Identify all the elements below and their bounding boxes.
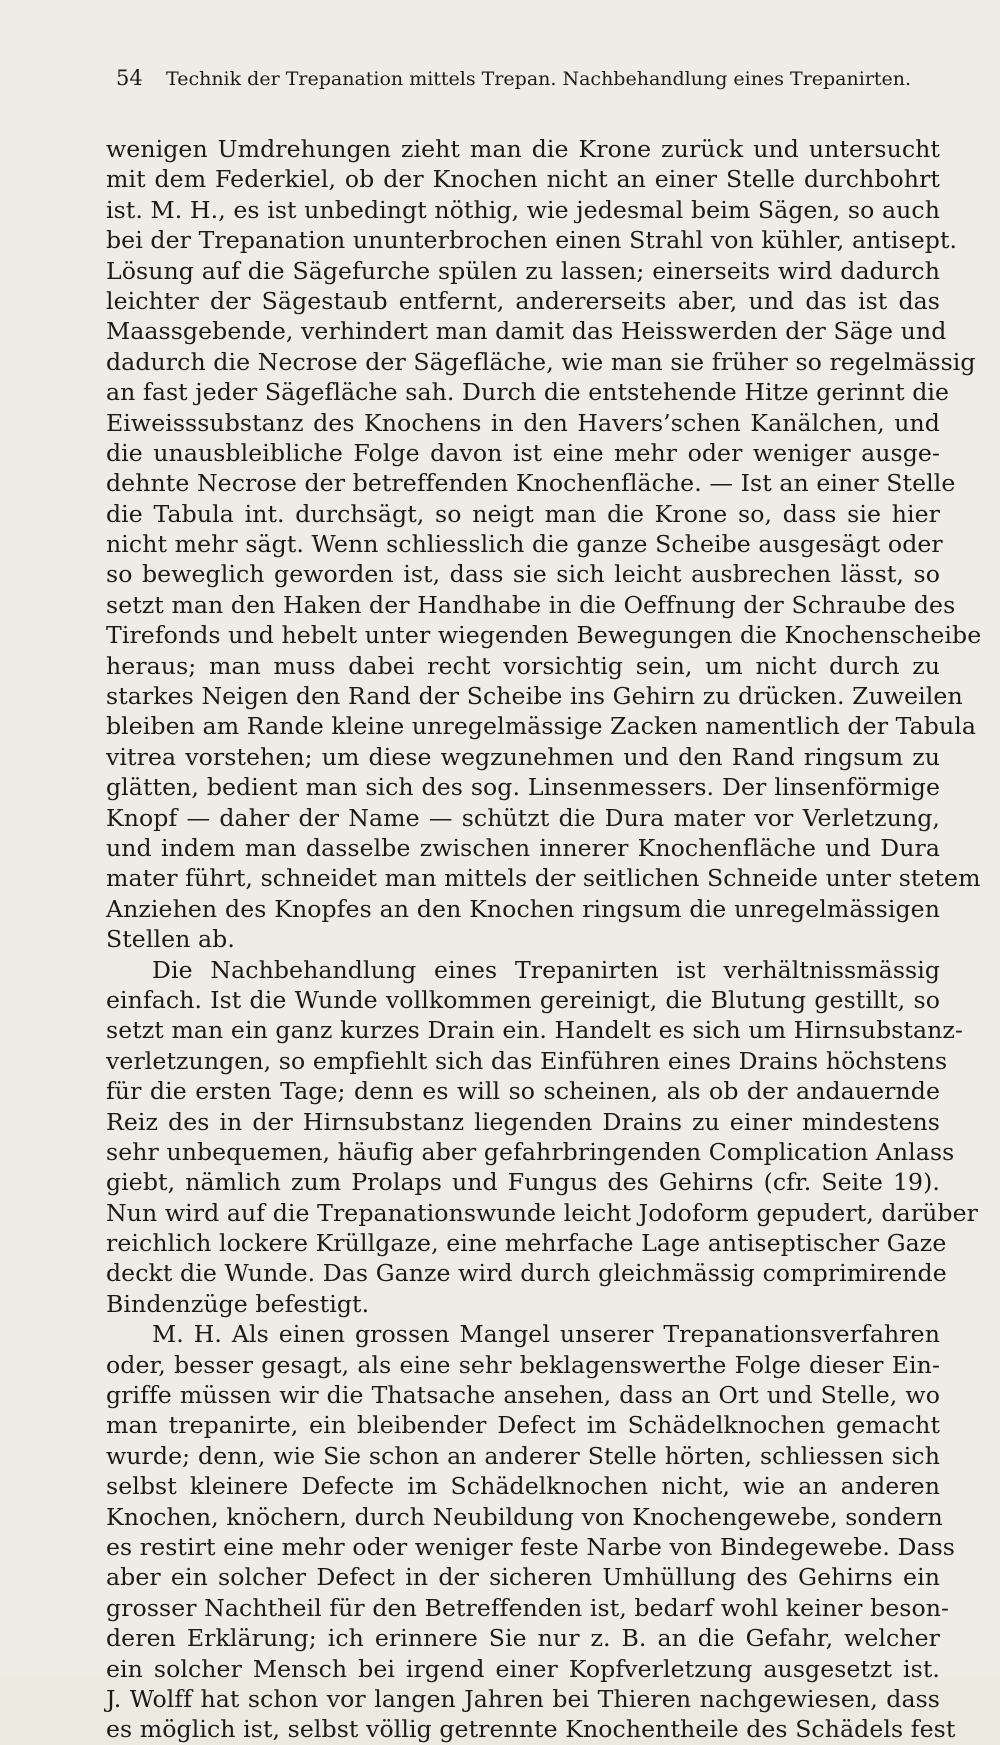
text-line: Eiweisssubstanz des Knochens in den Havers’schen Kanälchen, und	[106, 408, 940, 437]
text-line: leichter der Sägestaub entfernt, andererseits aber, und das ist das	[106, 286, 940, 315]
text-line: und indem man dasselbe zwischen innerer Knochenfläche und Dura	[106, 833, 940, 862]
text-line: verletzungen, so empfiehlt sich das Einführen eines Drains höchstens	[106, 1046, 948, 1075]
text-line: vitrea vorstehen; um diese wegzunehmen und den Rand ringsum zu	[106, 742, 940, 771]
text-line: an fast jeder Sägefläche sah. Durch die entstehende Hitze gerinnt die	[106, 378, 950, 407]
text-line: ein solcher Mensch bei irgend einer Kopfverletzung ausgesetzt ist.	[106, 1654, 940, 1683]
text-line: wurde; denn, wie Sie schon an anderer Stelle hörten, schliessen sich	[106, 1441, 940, 1470]
text-line: J. Wolff hat schon vor langen Jahren bei Thieren nachgewiesen, dass	[106, 1684, 940, 1713]
text-line: setzt man ein ganz kurzes Drain ein. Handelt es sich um Hirnsubstanz-	[106, 1016, 963, 1045]
text-line: Die Nachbehandlung eines Trepanirten ist verhältnissmässig	[152, 955, 940, 984]
running-header	[116, 66, 930, 90]
text-line: man trepanirte, ein bleibender Defect im Schädelknochen gemacht	[106, 1411, 940, 1440]
text-line: Reiz des in der Hirnsubstanz liegenden Drains zu einer mindestens	[106, 1107, 940, 1136]
text-line: reichlich lockere Krüllgaze, eine mehrfache Lage antiseptischer Gaze	[106, 1229, 947, 1258]
text-line: starkes Neigen den Rand der Scheibe ins Gehirn zu drücken. Zuweilen	[106, 682, 963, 711]
text-line: dadurch die Necrose der Sägefläche, wie man sie früher so regelmässig	[106, 347, 976, 376]
text-line: Tirefonds und hebelt unter wiegenden Bewegungen die Knochenscheibe	[106, 621, 982, 650]
running-title: Technik der Trepanation mittels Trepan. Nachbehandlung eines Trepanirten.	[166, 68, 912, 90]
text-line: wenigen Umdrehungen zieht man die Krone zurück und untersucht	[106, 135, 940, 163]
text-line: giebt, nämlich zum Prolaps und Fungus des Gehirns (cfr. Seite 19).	[106, 1168, 940, 1197]
text-line: bei der Trepanation ununterbrochen einen Strahl von kühler, antisept.	[106, 226, 958, 255]
text-line: deren Erklärung; ich erinnere Sie nur z. B. an die Gefahr, welcher	[106, 1624, 940, 1653]
text-line: für die ersten Tage; denn es will so scheinen, als ob der andauernde	[106, 1077, 940, 1106]
text-line: mit dem Federkiel, ob der Knochen nicht an einer Stelle durchbohrt	[106, 165, 940, 194]
text-line: es möglich ist, selbst völlig getrennte Knochentheile des Schädels fest	[106, 1715, 956, 1744]
text-line: glätten, bedient man sich des sog. Linsenmessers. Der linsenförmige	[106, 773, 940, 802]
text-line: selbst kleinere Defecte im Schädelknochen nicht, wie an anderen	[106, 1472, 940, 1501]
body-text	[106, 134, 982, 1745]
text-line: bleiben am Rande kleine unregelmässige Zacken namentlich der Tabula	[106, 712, 976, 741]
text-line: nicht mehr sägt. Wenn schliesslich die ganze Scheibe ausgesägt oder	[106, 530, 943, 559]
text-line: dehnte Necrose der betreffenden Knochenfläche. — Ist an einer Stelle	[106, 469, 956, 498]
text-line: ist. M. H., es ist unbedingt nöthig, wie jedesmal beim Sägen, so auch	[106, 195, 940, 224]
text-line: es restirt eine mehr oder weniger feste Narbe von Bindegewebe. Dass	[106, 1532, 955, 1561]
text-line: grosser Nachtheil für den Betreffenden ist, bedarf wohl keiner beson-	[106, 1593, 950, 1622]
paragraph	[106, 134, 982, 955]
text-line: M. H. Als einen grossen Mangel unserer Trepanationsverfahren	[152, 1320, 940, 1349]
paragraph	[106, 1319, 956, 1744]
text-line: oder, besser gesagt, als eine sehr beklagenswerthe Folge dieser Ein-	[106, 1350, 940, 1379]
text-line: Bindenzüge befestigt.	[106, 1289, 370, 1318]
text-line: mater führt, schneidet man mittels der seitlichen Schneide unter stetem	[106, 864, 981, 893]
text-line: aber ein solcher Defect in der sicheren Umhüllung des Gehirns ein	[106, 1563, 940, 1592]
text-line: einfach. Ist die Wunde vollkommen gereinigt, die Blutung gestillt, so	[106, 985, 940, 1014]
text-line: setzt man den Haken der Handhabe in die Oeffnung der Schraube des	[106, 590, 956, 619]
text-line: Stellen ab.	[106, 925, 235, 954]
text-line: sehr unbequemen, häufig aber gefahrbringenden Complication Anlass	[106, 1137, 955, 1166]
text-line: die unausbleibliche Folge davon ist eine mehr oder weniger ausge-	[106, 438, 940, 467]
text-line: Knochen, knöchern, durch Neubildung von Knochengewebe, sondern	[106, 1502, 943, 1531]
text-line: die Tabula int. durchsägt, so neigt man die Krone so, dass sie hier	[106, 499, 940, 528]
text-line: griffe müssen wir die Thatsache ansehen, dass an Ort und Stelle, wo	[106, 1381, 940, 1410]
text-line: Maassgebende, verhindert man damit das Heisswerden der Säge und	[106, 317, 947, 346]
text-line: Knopf — daher der Name — schützt die Dura mater vor Verletzung,	[106, 803, 940, 832]
text-line: deckt die Wunde. Das Ganze wird durch gleichmässig comprimirende	[106, 1259, 947, 1288]
text-line: heraus; man muss dabei recht vorsichtig sein, um nicht durch zu	[106, 651, 940, 680]
text-line: so beweglich geworden ist, dass sie sich leicht ausbrechen lässt, so	[106, 560, 940, 589]
text-line: Lösung auf die Sägefurche spülen zu lassen; einerseits wird dadurch	[106, 256, 940, 285]
paragraph	[106, 955, 978, 1320]
page-number: 54	[116, 66, 143, 90]
text-line: Nun wird auf die Trepanationswunde leicht Jodoform gepudert, darüber	[106, 1198, 978, 1227]
text-line: Anziehen des Knopfes an den Knochen ringsum die unregelmässigen	[106, 894, 940, 923]
